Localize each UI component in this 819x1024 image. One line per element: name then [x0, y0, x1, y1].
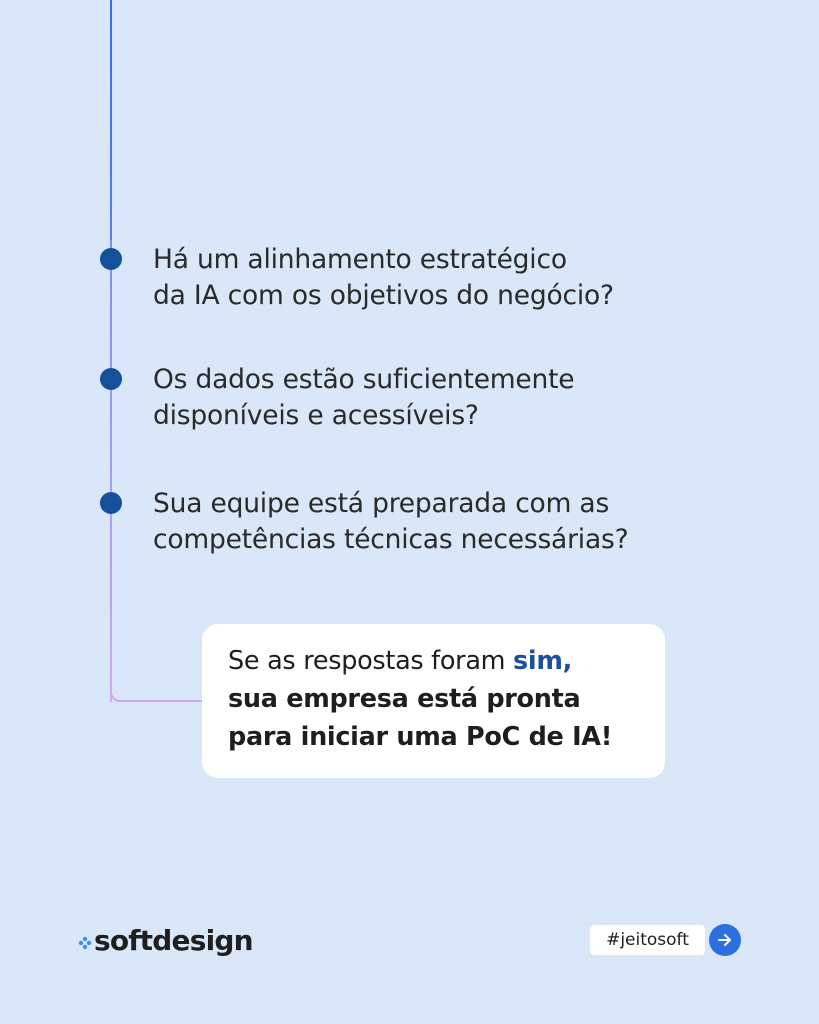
next-button[interactable]	[709, 924, 741, 956]
timeline-line-top	[110, 0, 112, 240]
logo-mark-icon	[78, 936, 92, 950]
answer-line-3: para iniciar uma PoC de IA!	[228, 722, 613, 752]
answer-card	[202, 624, 665, 778]
question-1	[153, 242, 614, 314]
brand-logo	[78, 920, 253, 960]
hashtag-label: #jeitosoft	[606, 930, 689, 950]
timeline-connector	[110, 672, 202, 702]
question-1-line-2: da IA com os objetivos do negócio?	[153, 280, 614, 311]
hashtag-badge	[590, 925, 705, 955]
question-2	[153, 362, 574, 434]
answer-prefix: Se as respostas foram	[228, 646, 514, 676]
answer-line-1	[228, 642, 639, 680]
bullet-1	[100, 248, 122, 270]
arrow-right-icon	[716, 931, 734, 949]
answer-highlight: sim,	[513, 646, 573, 676]
answer-line-2: sua empresa está pronta	[228, 684, 581, 714]
bullet-2	[100, 368, 122, 390]
question-3-line-1: Sua equipe está preparada com as	[153, 488, 610, 519]
question-2-line-2: disponíveis e acessíveis?	[153, 400, 479, 431]
question-3-line-2: competências técnicas necessárias?	[153, 524, 629, 555]
question-1-line-1: Há um alinhamento estratégico	[153, 244, 567, 275]
bullet-3	[100, 492, 122, 514]
question-3	[153, 486, 628, 558]
question-2-line-1: Os dados estão suficientemente	[153, 364, 575, 395]
brand-name: softdesign	[94, 923, 253, 957]
timeline-line-bottom	[110, 240, 112, 702]
timeline-line	[110, 0, 112, 702]
